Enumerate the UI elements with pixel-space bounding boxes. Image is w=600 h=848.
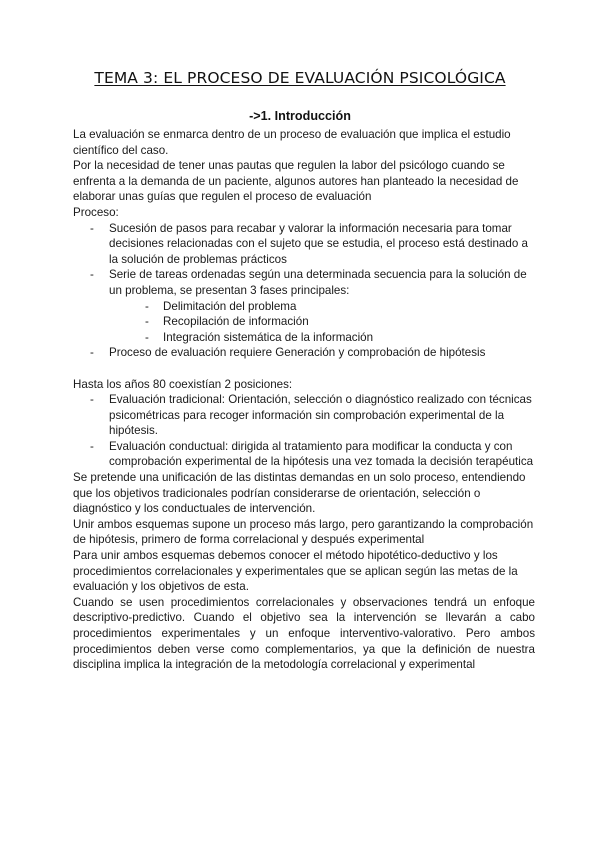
sub-list-item: - Delimitación del problema [133, 299, 535, 315]
paragraph: Por la necesidad de tener unas pautas que regulen la labor del psicólogo cuando se enfrenta a la demanda de un paciente, algunos autores han planteado la necesidad de elaborar unas guías que regulen el proceso de evaluación [73, 159, 519, 204]
list-item: - Evaluación conductual: dirigida al tratamiento para modificar la conducta y con comprobación experimental de la hipótesis una vez tomada la decisión terapéutica [73, 439, 535, 470]
document-body [73, 127, 535, 673]
paragraph: La evaluación se enmarca dentro de un proceso de evaluación que implica el estudio científico del caso. [73, 128, 511, 157]
paragraph: Para unir ambos esquemas debemos conocer el método hipotético-deductivo y los procedimientos correlacionales y experimentales que se aplican según las metas de la evaluación y los objetivos de esta. [73, 549, 518, 594]
paragraph: Unir ambos esquemas supone un proceso más largo, pero garantizando la comprobación de hipótesis, primero de forma correlacional y después experimental [73, 517, 534, 547]
page-title: TEMA 3: EL PROCESO DE EVALUACIÓN PSICOLÓGICA [94, 69, 506, 87]
proceso-label: Proceso: [73, 205, 119, 219]
section-heading: ->1. Introducción [249, 109, 351, 123]
paragraph: Hasta los años 80 coexistían 2 posiciones: [73, 377, 293, 391]
list-item-text: Proceso de evaluación requiere Generación y comprobación de hipótesis [109, 346, 486, 360]
list-item [73, 267, 535, 345]
list-item-text: Serie de tareas ordenadas según una determinada secuencia para la solución de un problema, se presentan 3 fases principales: [109, 268, 527, 297]
list-item: - Evaluación tradicional: Orientación, selección o diagnóstico realizado con técnicas psicométricas para recoger información sin comprobación experimental de la hipótesis. [73, 392, 535, 439]
proceso-list [73, 221, 535, 361]
sub-list-item: - Recopilación de información [133, 314, 535, 330]
fases-list [133, 299, 535, 346]
posiciones-list [73, 392, 535, 470]
paragraph: Se pretende una unificación de las distintas demandas en un solo proceso, entendiendo que los objetivos tradicionales podrían considerarse de orientación, selección o diagnóstico y los conductuales de intervención. [73, 471, 526, 516]
list-item [73, 345, 535, 361]
blank-line [73, 361, 535, 377]
paragraph: Cuando se usen procedimientos correlacionales y observaciones tendrá un enfoque descriptivo-predictivo. Cuando el objetivo sea la intervención se llevarán a cabo procedimientos experimentales y un enfoque interventivo-valorativo. Pero ambos procedimientos deben verse como complementarios, ya que la definición de nuestra disciplina implica la integración de la metodología correlacional y experimental [73, 595, 535, 672]
list-item-text: Sucesión de pasos para recabar y valorar la información necesaria para tomar decisiones relacionadas con el sujeto que se estudia, el proceso está destinado a la solución de problemas prácticos [109, 221, 528, 266]
list-item [73, 221, 535, 268]
sub-list-item: - Integración sistemática de la información [133, 330, 535, 346]
